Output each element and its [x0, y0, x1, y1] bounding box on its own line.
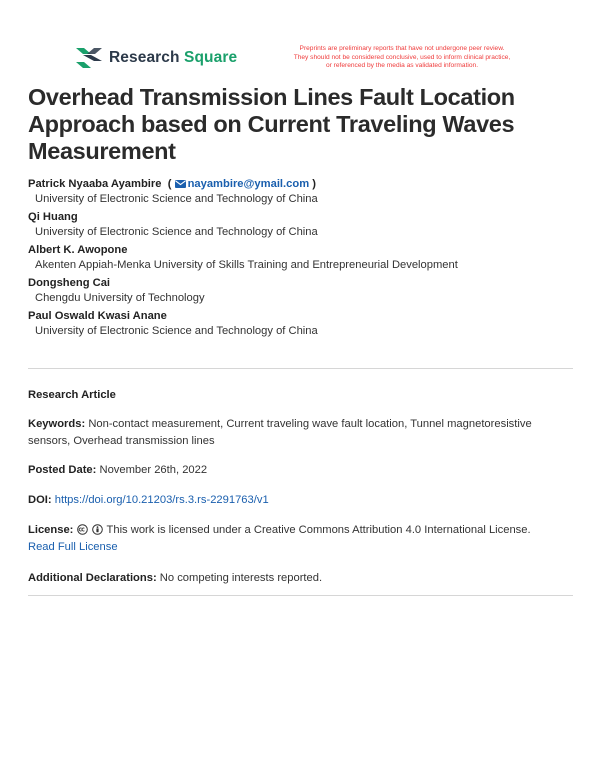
creative-commons-icon — [77, 524, 88, 535]
declarations-label: Additional Declarations: — [28, 572, 157, 584]
research-square-logo-icon — [75, 47, 103, 69]
posted-date-field — [28, 462, 558, 479]
doi-field — [28, 492, 558, 509]
author-affiliation: Akenten Appiah-Menka University of Skills Training and Entrepreneurial Development — [35, 259, 458, 271]
author-entry — [28, 243, 573, 273]
author-name: Paul Oswald Kwasi Anane — [28, 310, 167, 322]
author-email-wrapper: ( nayambire@ymail.com ) — [164, 178, 316, 190]
preprint-notice-line: Preprints are preliminary reports that have not undergone peer review. — [299, 45, 505, 52]
keywords-value: Non-contact measurement, Current traveling wave fault location, Tunnel magnetoresistive sensors, Overhead transmission lines — [28, 418, 532, 447]
keywords-label: Keywords: — [28, 418, 86, 430]
author-affiliation: Chengdu University of Technology — [35, 292, 205, 304]
license-text: This work is licensed under a Creative Commons Attribution 4.0 International License. — [106, 524, 531, 536]
article-type: Research Article — [28, 389, 116, 401]
author-name: Albert K. Awopone — [28, 244, 128, 256]
author-entry — [28, 309, 573, 339]
author-affiliation: University of Electronic Science and Technology of China — [35, 325, 318, 337]
posted-date-value: November 26th, 2022 — [99, 464, 208, 476]
divider — [28, 595, 573, 596]
doi-link[interactable]: https://doi.org/10.21203/rs.3.rs-2291763/v1 — [54, 494, 269, 506]
author-entry — [28, 177, 573, 207]
preprint-notice-line: or referenced by the media as validated information. — [325, 62, 479, 70]
logo-wordmark: Research Square — [109, 49, 238, 66]
declarations-value: No competing interests reported. — [159, 572, 323, 584]
author-email-link[interactable]: nayambire@ymail.com — [175, 178, 310, 190]
author-name: Dongsheng Cai — [28, 277, 111, 289]
keywords-field — [28, 416, 558, 450]
author-name: Qi Huang — [28, 211, 78, 223]
additional-declarations-field — [28, 570, 558, 587]
author-entry — [28, 276, 573, 306]
author-entry — [28, 210, 573, 240]
paper-title: Overhead Transmission Lines Fault Location Approach based on Current Traveling Waves Measurement — [28, 84, 515, 164]
divider — [28, 368, 573, 369]
author-name: Patrick Nyaaba Ayambire — [28, 178, 162, 190]
license-field — [28, 522, 558, 556]
author-list — [28, 177, 573, 342]
author-affiliation: University of Electronic Science and Technology of China — [35, 193, 318, 205]
envelope-icon — [175, 180, 186, 188]
read-full-license-link[interactable]: Read Full License — [28, 541, 118, 553]
preprint-notice-line: They should not be considered conclusive, used to inform clinical practice, — [293, 53, 511, 61]
preprint-notice — [271, 45, 533, 71]
attribution-icon — [92, 524, 103, 535]
posted-date-label: Posted Date: — [28, 464, 97, 476]
research-square-logo[interactable] — [75, 47, 237, 69]
license-label: License: — [28, 524, 74, 536]
doi-label: DOI: — [28, 494, 52, 506]
author-affiliation: University of Electronic Science and Technology of China — [35, 226, 318, 238]
